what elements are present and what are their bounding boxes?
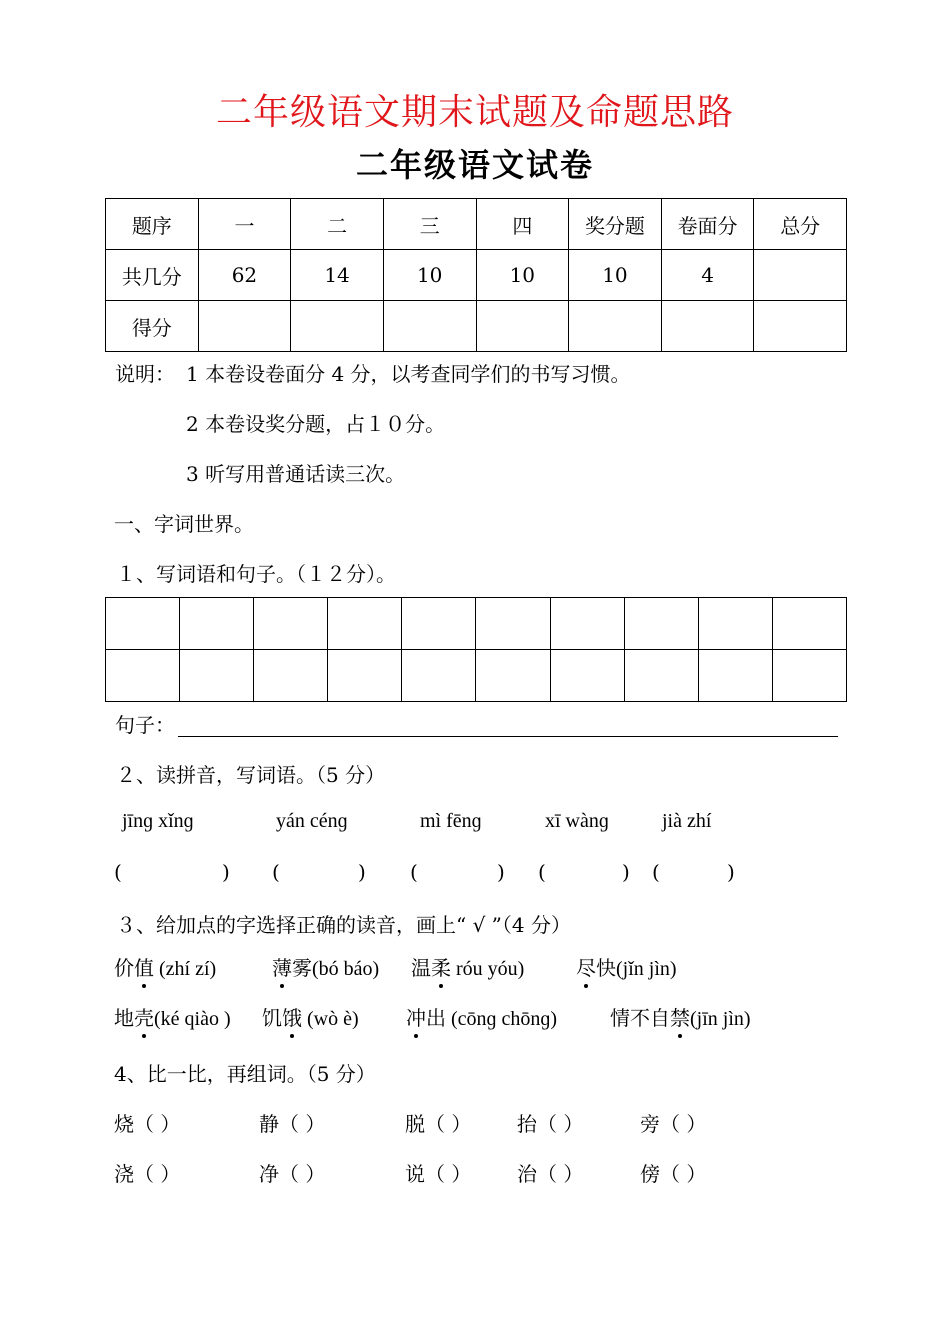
score-table: [105, 198, 847, 352]
table-cell: 10: [476, 250, 569, 301]
grid-cell[interactable]: [772, 598, 846, 650]
answer-paren-close: ): [497, 860, 505, 884]
reading-choice[interactable]: [272, 952, 379, 981]
choice-options: róu yóu): [451, 958, 525, 980]
compare-item[interactable]: 旁（ ）: [640, 1112, 707, 1136]
score-entry-cell[interactable]: [476, 301, 569, 352]
answer-paren-open: (: [272, 860, 280, 884]
choice-prefix: 价: [114, 956, 134, 980]
reading-choice[interactable]: [411, 952, 524, 981]
score-entry-cell[interactable]: [754, 301, 847, 352]
page-title: 二年级语文试卷: [355, 146, 594, 184]
answer-paren-close: ): [622, 860, 630, 884]
table-cell: 得分: [106, 301, 199, 352]
dictation-grid: [105, 597, 847, 702]
grid-cell[interactable]: [106, 650, 180, 702]
score-table-header-row: [106, 199, 847, 250]
pinyin-word: mì fēnɡ: [420, 810, 482, 832]
pinyin-word: xī wànɡ: [545, 810, 609, 832]
sentence-label: 句子：: [115, 713, 175, 737]
compare-item[interactable]: 抬（ ）: [517, 1112, 584, 1136]
grid-cell[interactable]: [328, 598, 402, 650]
answer-paren-close: ): [358, 860, 366, 884]
grid-cell[interactable]: [624, 650, 698, 702]
table-cell: 总分: [754, 199, 847, 250]
choice-options: (jīn jìn): [690, 1008, 751, 1030]
grid-cell[interactable]: [476, 650, 550, 702]
answer-paren-open: (: [410, 860, 418, 884]
dotted-character: 尽: [576, 952, 596, 981]
table-cell: 一: [198, 199, 291, 250]
dotted-character: 薄: [272, 952, 292, 981]
choice-options: (zhí zí): [154, 958, 217, 980]
grid-cell[interactable]: [180, 598, 254, 650]
dotted-character: 饿: [282, 1002, 302, 1031]
grid-cell[interactable]: [106, 598, 180, 650]
question-1-title: １、写词语和句子。（１２分）。: [116, 562, 396, 586]
choice-options: (bó báo): [312, 958, 380, 980]
compare-item[interactable]: 脱（ ）: [405, 1112, 472, 1136]
score-entry-cell[interactable]: [198, 301, 291, 352]
reading-choice[interactable]: [262, 1002, 359, 1031]
table-cell: [754, 250, 847, 301]
grid-cell[interactable]: [476, 598, 550, 650]
table-cell: 62: [198, 250, 291, 301]
sentence-answer-line[interactable]: [178, 736, 838, 737]
answer-paren-close: ): [727, 860, 735, 884]
dotted-character: 冲: [406, 1002, 426, 1031]
grid-cell[interactable]: [254, 650, 328, 702]
compare-item[interactable]: 治（ ）: [517, 1162, 584, 1186]
score-table-score-row: [106, 301, 847, 352]
choice-prefix: 温: [411, 956, 431, 980]
grid-row: [106, 598, 847, 650]
grid-cell[interactable]: [550, 650, 624, 702]
compare-item[interactable]: 浇（ ）: [114, 1162, 181, 1186]
reading-choice[interactable]: [576, 952, 677, 981]
grid-cell[interactable]: [550, 598, 624, 650]
grid-cell[interactable]: [624, 598, 698, 650]
pinyin-word: jīnɡ xǐnɡ: [122, 810, 194, 832]
choice-options: (wò è): [302, 1008, 359, 1030]
choice-prefix: 饥: [262, 1006, 282, 1030]
compare-item[interactable]: 说（ ）: [405, 1162, 472, 1186]
question-4-title: 4、比一比，再组词。（5 分）: [114, 1062, 376, 1086]
grid-cell[interactable]: [698, 598, 772, 650]
choice-options: (ké qiào ): [154, 1008, 231, 1030]
dotted-character: 禁: [670, 1002, 690, 1031]
table-cell: 题序: [106, 199, 199, 250]
table-cell: 10: [569, 250, 662, 301]
reading-choice[interactable]: [610, 1002, 751, 1031]
choice-options: (cōnɡ chōnɡ): [446, 1008, 558, 1030]
reading-choice[interactable]: [114, 1002, 231, 1031]
choice-suffix: 雾: [292, 956, 312, 980]
compare-item[interactable]: 烧（ ）: [114, 1112, 181, 1136]
score-entry-cell[interactable]: [383, 301, 476, 352]
table-cell: 10: [383, 250, 476, 301]
grid-cell[interactable]: [402, 598, 476, 650]
reading-choice[interactable]: [406, 1002, 557, 1031]
notes-label: 说明：: [115, 362, 175, 386]
compare-item[interactable]: 静（ ）: [259, 1112, 326, 1136]
grid-cell[interactable]: [402, 650, 476, 702]
table-cell: 4: [661, 250, 754, 301]
pinyin-word: jià zhí: [662, 810, 712, 832]
table-cell: 奖分题: [569, 199, 662, 250]
question-2-title: ２、读拼音，写词语。（5 分）: [116, 763, 386, 787]
table-cell: 卷面分: [661, 199, 754, 250]
choice-options: (jǐn jìn): [616, 958, 677, 980]
compare-item[interactable]: 净（ ）: [259, 1162, 326, 1186]
choice-suffix: 快: [596, 956, 616, 980]
answer-paren-open: (: [538, 860, 546, 884]
score-entry-cell[interactable]: [291, 301, 384, 352]
header-red-title: 二年级语文期末试题及命题思路: [215, 92, 734, 133]
question-3-title: ３、给加点的字选择正确的读音，画上“ √ ”（4 分）: [116, 913, 571, 937]
grid-cell[interactable]: [772, 650, 846, 702]
table-cell: 14: [291, 250, 384, 301]
grid-cell[interactable]: [180, 650, 254, 702]
choice-prefix: 情不自: [610, 1006, 670, 1030]
score-entry-cell[interactable]: [661, 301, 754, 352]
table-cell: 四: [476, 199, 569, 250]
choice-prefix: 地: [114, 1006, 134, 1030]
table-cell: 二: [291, 199, 384, 250]
table-cell: 三: [383, 199, 476, 250]
score-table-points-row: [106, 250, 847, 301]
score-entry-cell[interactable]: [569, 301, 662, 352]
compare-item[interactable]: 傍（ ）: [640, 1162, 707, 1186]
dotted-character: 值: [134, 952, 154, 981]
dotted-character: 柔: [431, 952, 451, 981]
note-2: 2 本卷设奖分题，占１０分。: [186, 412, 446, 436]
pinyin-word: yán cénɡ: [276, 810, 348, 832]
grid-cell[interactable]: [328, 650, 402, 702]
dotted-character: 壳: [134, 1002, 154, 1031]
section-1-heading: 一、字词世界。: [114, 512, 254, 536]
answer-paren-open: (: [652, 860, 660, 884]
grid-cell[interactable]: [698, 650, 772, 702]
answer-paren-close: ): [222, 860, 230, 884]
choice-suffix: 出: [426, 1006, 446, 1030]
grid-cell[interactable]: [254, 598, 328, 650]
grid-row: [106, 650, 847, 702]
note-3: 3 听写用普通话读三次。: [186, 462, 406, 486]
table-cell: 共几分: [106, 250, 199, 301]
answer-paren-open: (: [114, 860, 122, 884]
note-1: 1 本卷设卷面分 4 分，以考查同学们的书写习惯。: [186, 362, 631, 386]
reading-choice[interactable]: [114, 952, 216, 981]
